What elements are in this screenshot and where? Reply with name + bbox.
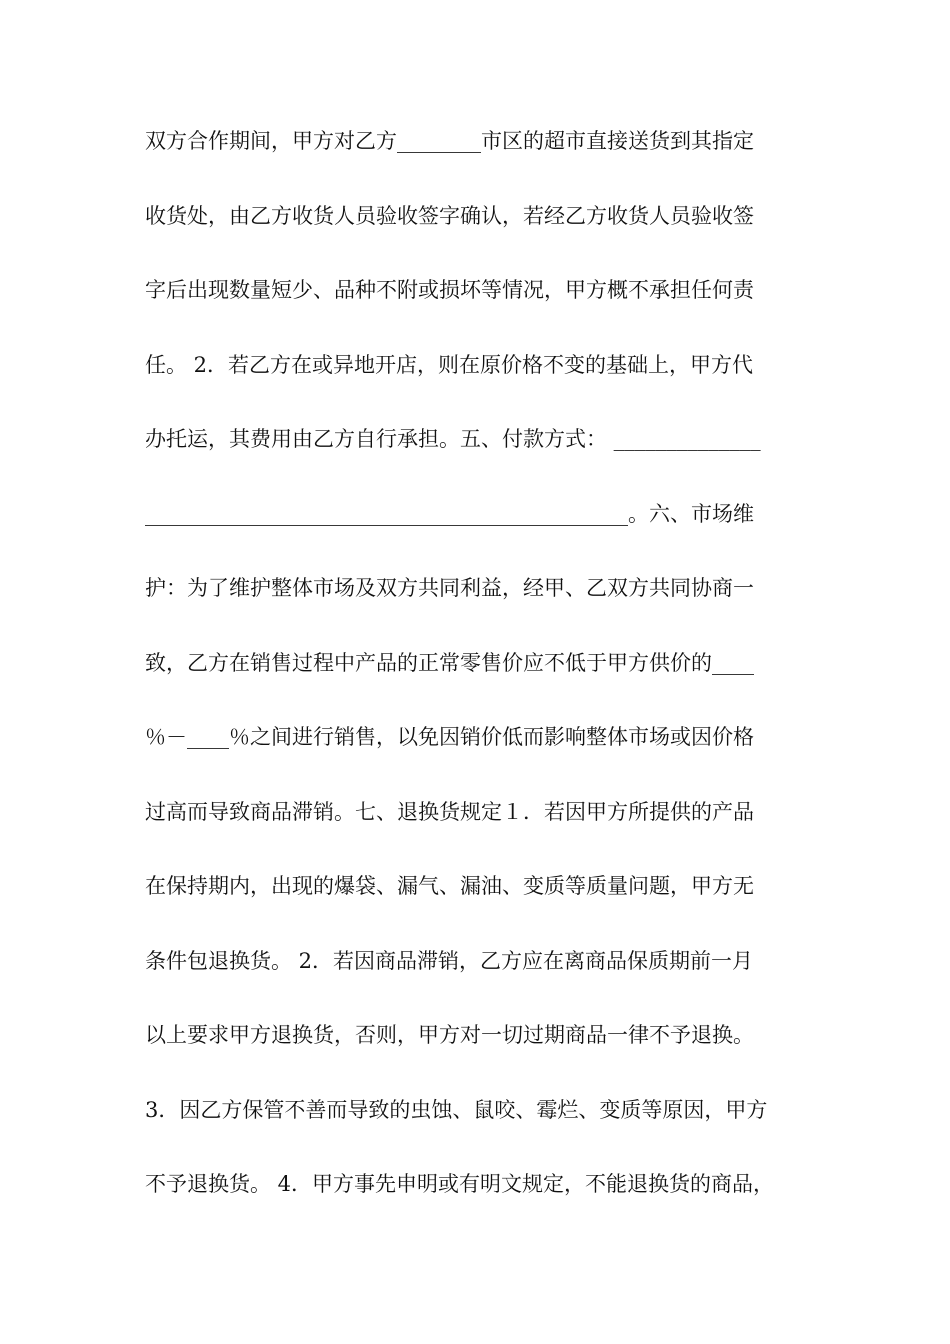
text-line: 收货处，由乙方收货人员验收签字确认，若经乙方收货人员验收签 <box>145 203 754 228</box>
text-line: 字后出现数量短少、品种不附或损坏等情况，甲方概不承担任何责 <box>145 278 754 302</box>
text-line: 致，乙方在销售过程中产品的正常零售价应不低于甲方供价的____ <box>145 650 754 675</box>
text-line: 过高而导致商品滞销。七、退换货规定１．若因甲方所提供的产品 <box>145 799 754 824</box>
text-line: 3．因乙方保管不善而导致的虫蚀、鼠咬、霉烂、变质等原因，甲方 <box>145 1097 768 1122</box>
text-line: 以上要求甲方退换货，否则，甲方对一切过期商品一律不予退换。 <box>145 1023 754 1047</box>
text-line: 双方合作期间，甲方对乙方________市区的超市直接送货到其指定 <box>145 129 754 153</box>
text-line: ％－____％之间进行销售，以免因销价低而影响整体市场或因价格 <box>145 725 754 749</box>
text-line: 不予退换货。 4．甲方事先申明或有明文规定，不能退换货的商品， <box>145 1172 775 1196</box>
text-line: 任。 2．若乙方在或异地开店，则在原价格不变的基础上，甲方代 <box>145 352 754 377</box>
text-line: 护：为了维护整体市场及双方共同利益，经甲、乙双方共同协商一 <box>145 576 754 600</box>
text-line: 在保持期内，出现的爆袋、漏气、漏油、变质等质量问题，甲方无 <box>145 874 754 898</box>
text-line: 条件包退换货。 2．若因商品滞销，乙方应在离商品保质期前一月 <box>145 948 754 973</box>
text-line: 办托运，其费用由乙方自行承担。五、付款方式： ______________ <box>145 427 761 451</box>
contract-text-body <box>145 128 805 1246</box>
text-line: ______________________________________________。六、市场维 <box>145 501 754 526</box>
